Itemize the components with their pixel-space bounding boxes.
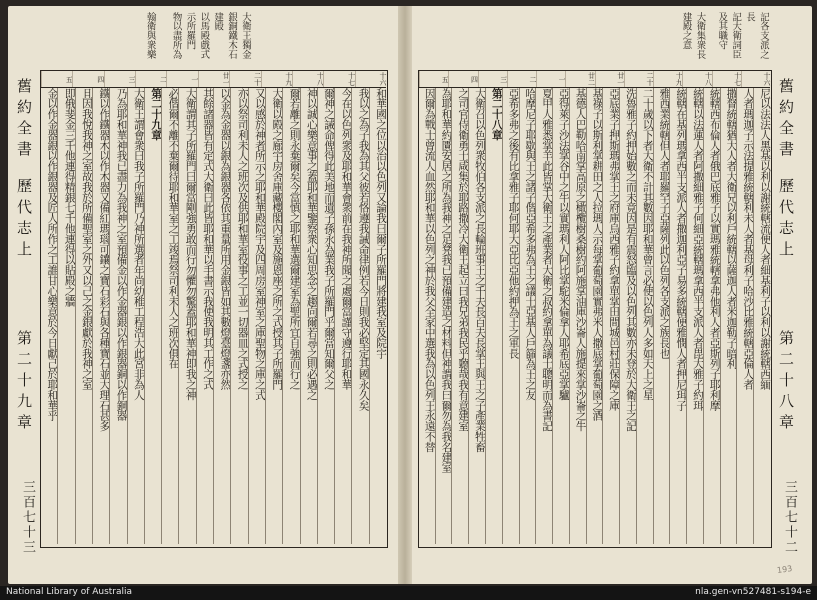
verse-number: 十八: [292, 71, 323, 87]
text-column: 爾若離之則永棄爾矣今當慎之耶和華選爾建室為聖所宜自強而行之: [282, 88, 299, 544]
text-column: 基德人巴勒哈南掌高原之橄欖樹桑樹約阿施掌油庫沙崙人施提來掌沙崙之牛: [569, 88, 586, 544]
text-column: 統轄在基列瑪拿西半支派人者撒迦利亞子易多統轄便雅憫人者押尼珥子: [669, 88, 686, 544]
right-top-notes: [520, 12, 768, 70]
text-column: 和華國之位以治以色列又論我曰爾子所羅門將建我室及院宇: [369, 88, 386, 544]
text-column: 亞底業子押斯瑪弗掌王之府庫烏西雅子約拿單掌田間城邑村莊保障之庫: [602, 88, 619, 544]
text-column: 鐵以作鐵器木以作木器又備紅瑪瑙可鑲之寶石彩石與各種寶石並大理石甚多: [92, 88, 109, 544]
margin-note: 記各支派之: [758, 12, 769, 59]
verse-number: 二: [135, 71, 166, 87]
verse-number: 二: [507, 71, 536, 87]
text-column: 雅西業統轄但人者耶羅罕子亞薩列此以色列各支派之族長也: [653, 88, 670, 544]
text-column: 撒督統轄猶大人者大衛兄以利戶統轄以薩迦人者米迦勒子暗利: [720, 88, 737, 544]
footer-item-id: nla.gen-vn527481-s194-e: [695, 587, 811, 597]
right-chapter-label: 第二十八章: [777, 330, 795, 435]
text-column: 大衛謂其子所羅門曰爾當剛強勇敢而行勿懼勿驚蓋耶和華神即我之神: [178, 88, 195, 544]
left-book-title: 歷代志上: [15, 178, 33, 262]
verse-number: 四: [448, 71, 477, 87]
text-column: 金以作金器銀以作銀器及匠人所作之工誰甘心樂意於今日獻己於耶和華乎: [46, 88, 59, 421]
right-text-columns: [419, 88, 770, 544]
margin-note: 及其職守: [716, 12, 728, 50]
verse-number: 十七: [712, 71, 741, 87]
margin-note: 物以盡所為: [170, 12, 182, 59]
margin-note: 長: [744, 12, 756, 22]
text-column: 二十歲以下者大衛不計其數因耶和華曾言必使以色列人多如天上之星: [636, 88, 653, 544]
text-column: 洗魯雅子約押始數之而未竟因是有震怒臨及以色列其數亦未登於大衛王之記: [619, 88, 636, 544]
text-column: 爾神之誡命俾得此美地而遺子孫永為業我子所羅門乎爾當知爾父之: [317, 88, 334, 544]
text-column: 又以感於神者所示之耶和華殿院宇及四周房室神室之庫聖物之庫之式: [248, 88, 265, 544]
verse-number: 三: [478, 71, 507, 87]
verse-number: 廿二: [565, 71, 594, 87]
margin-note: 大衛王獨金: [240, 12, 251, 59]
text-column: 其餘諸器皆有定式大衛曰此皆耶和華以手書示我使我明其工作之式: [196, 88, 213, 544]
text-column: 夏甲人雅悉掌羊此皆掌大衛王之產業者大衛之叔約拿單為議士聰明而為書記: [535, 88, 552, 544]
text-column: 以金為金器以銀為銀器各依其重量所用金銀皆如其數燈臺燈盞亦然: [213, 88, 230, 544]
text-column: 神以誠心樂意事之蓋耶和華鑒察衆心知思念之趨向爾若尋之則必遇之: [300, 88, 317, 544]
text-column: 今在以色列衆及耶和華會衆前在我神所聞之處爾當謹守遵行耶和華: [334, 88, 351, 544]
text-column: 因爾為戰士曾流人血然耶和華以色列之神於我父全家中選我為以色列王永遠不替: [423, 88, 436, 452]
left-chapter-label: 第二十九章: [15, 330, 33, 435]
text-column: 統轄以法蓮人者阿撒細雅子何細亞統轄瑪拿西半支派人者毘大雅子約珥: [686, 88, 703, 544]
text-column: 且因我悅我神之室故我於所備聖室之外又以己之金銀獻於我神之室: [75, 88, 92, 544]
text-column: 亦以祭司利未人之班次及供耶和華室役事之工並一切器皿之式授之: [230, 88, 247, 544]
book-gutter: [398, 6, 412, 584]
text-column: 亞希多弗之後有比拿雅子耶何耶大亞比亞他約押為王之軍長: [502, 88, 519, 544]
margin-note: 示所羅門: [184, 12, 196, 50]
text-column: 尼以法法人黑基以利以謝統轄流便人者細基利子以利以謝統轄西緬: [753, 88, 770, 544]
text-column: 之司官侍衛勇士咸集於耶路撒冷大衛王起立曰我兄弟我民乎聽哉我有意建室: [451, 88, 468, 544]
verse-number: 二十: [229, 71, 260, 87]
text-column: 必偕爾不離不棄爾待耶和華室之工竣焉祭司利未人之班次俱在: [161, 88, 178, 544]
margin-note: 以馬殿戲式: [198, 12, 210, 59]
right-running-title: 舊約全書: [777, 78, 795, 162]
verse-number: 廿一: [198, 71, 229, 87]
verse-number: 十七: [323, 71, 354, 87]
text-column: 大衛王謂會衆曰我子所羅門乃神所選者年尚幼稚工程浩大此宮非為人: [127, 88, 144, 544]
margin-note: 銀銅鐵木石: [226, 12, 238, 59]
text-column: 即俄斐金三千他連得精銀七千他連得以貼殿之牆: [57, 88, 74, 544]
margin-note: 記大衛詞臣: [730, 12, 742, 59]
chapter-heading: 第二十九章: [144, 88, 161, 544]
text-column: 人者瑪迦子示法提雅統轄利未人者基母利子哈沙比雅統轄亞倫人者: [736, 88, 753, 544]
right-verse-number-strip: [419, 71, 770, 88]
verse-number: 四: [72, 71, 103, 87]
verse-number: 一: [166, 71, 197, 87]
chapter-heading: 第二十八章: [485, 88, 502, 544]
margin-note: 建殿之意: [680, 12, 692, 50]
verse-number: 十六: [741, 71, 770, 87]
margin-note: 大衛集衆長: [694, 12, 706, 59]
left-verse-number-strip: [41, 71, 386, 88]
margin-note: 翰衛與衆樂: [144, 12, 156, 59]
text-column: 大衛召以色列衆牧伯各支派之長輪班事王之千夫長百夫長掌王與王之子產業牲畜: [468, 88, 485, 544]
verse-number: 五: [41, 71, 72, 87]
verse-number: 二十: [624, 71, 653, 87]
left-text-columns: [41, 88, 386, 544]
verse-number: 十九: [653, 71, 682, 87]
text-column: 我以之為子我為其父彼若恪遵我誡命律例若今日則我必堅定其國永久矣: [351, 88, 368, 544]
text-column: 哈摩尼子耶歇與王之諸子偕亞希多弗為王之議士亞基人戶篩為王之友: [519, 88, 536, 544]
pencil-page-mark: 193: [776, 563, 793, 576]
verse-number: 一: [536, 71, 565, 87]
footer-library-name: National Library of Australia: [6, 587, 133, 597]
text-column: 大衛以殿之廊宇房舍庫藏樓閣內室及施恩座之所之式授其子所羅門: [265, 88, 282, 544]
text-column: 統轄西布倫人者俄巴底雅子以實瑪雅統轄拿弗他利人者亞斯列子耶利摩: [703, 88, 720, 544]
text-column: 亞得萊子沙法掌谷中之牛以實瑪利人阿比掌駝米倫拿人耶希底亞掌驢: [552, 88, 569, 544]
verse-number: 三: [104, 71, 135, 87]
verse-number: 十六: [355, 71, 386, 87]
right-book-title: 歷代志上: [777, 178, 795, 262]
text-column: 基祿子以斯利掌耕田之人拉瑪人示每掌葡萄園實弗米人撒底掌葡萄園之酒: [586, 88, 603, 544]
text-column: 為耶和華約匱安居之所為我神之足凳我已預備建造之材料但神謂我曰爾勿為我名建室: [435, 88, 452, 544]
left-running-title: 舊約全書: [15, 78, 33, 162]
left-top-notes: [40, 12, 250, 70]
text-column: 乃為耶和華神我已盡力為我神之室預備金以作金器銀以作銀器銅以作銅器: [109, 88, 126, 544]
verse-number: 廿一: [595, 71, 624, 87]
margin-note: 建殿: [212, 12, 224, 31]
verse-number: 十九: [261, 71, 292, 87]
verse-number: 五: [419, 71, 448, 87]
right-page-number: 三百七十二: [782, 480, 797, 555]
footer-bar: [0, 586, 817, 600]
verse-number: 十八: [682, 71, 711, 87]
left-page-number: 三百七十三: [20, 480, 35, 555]
